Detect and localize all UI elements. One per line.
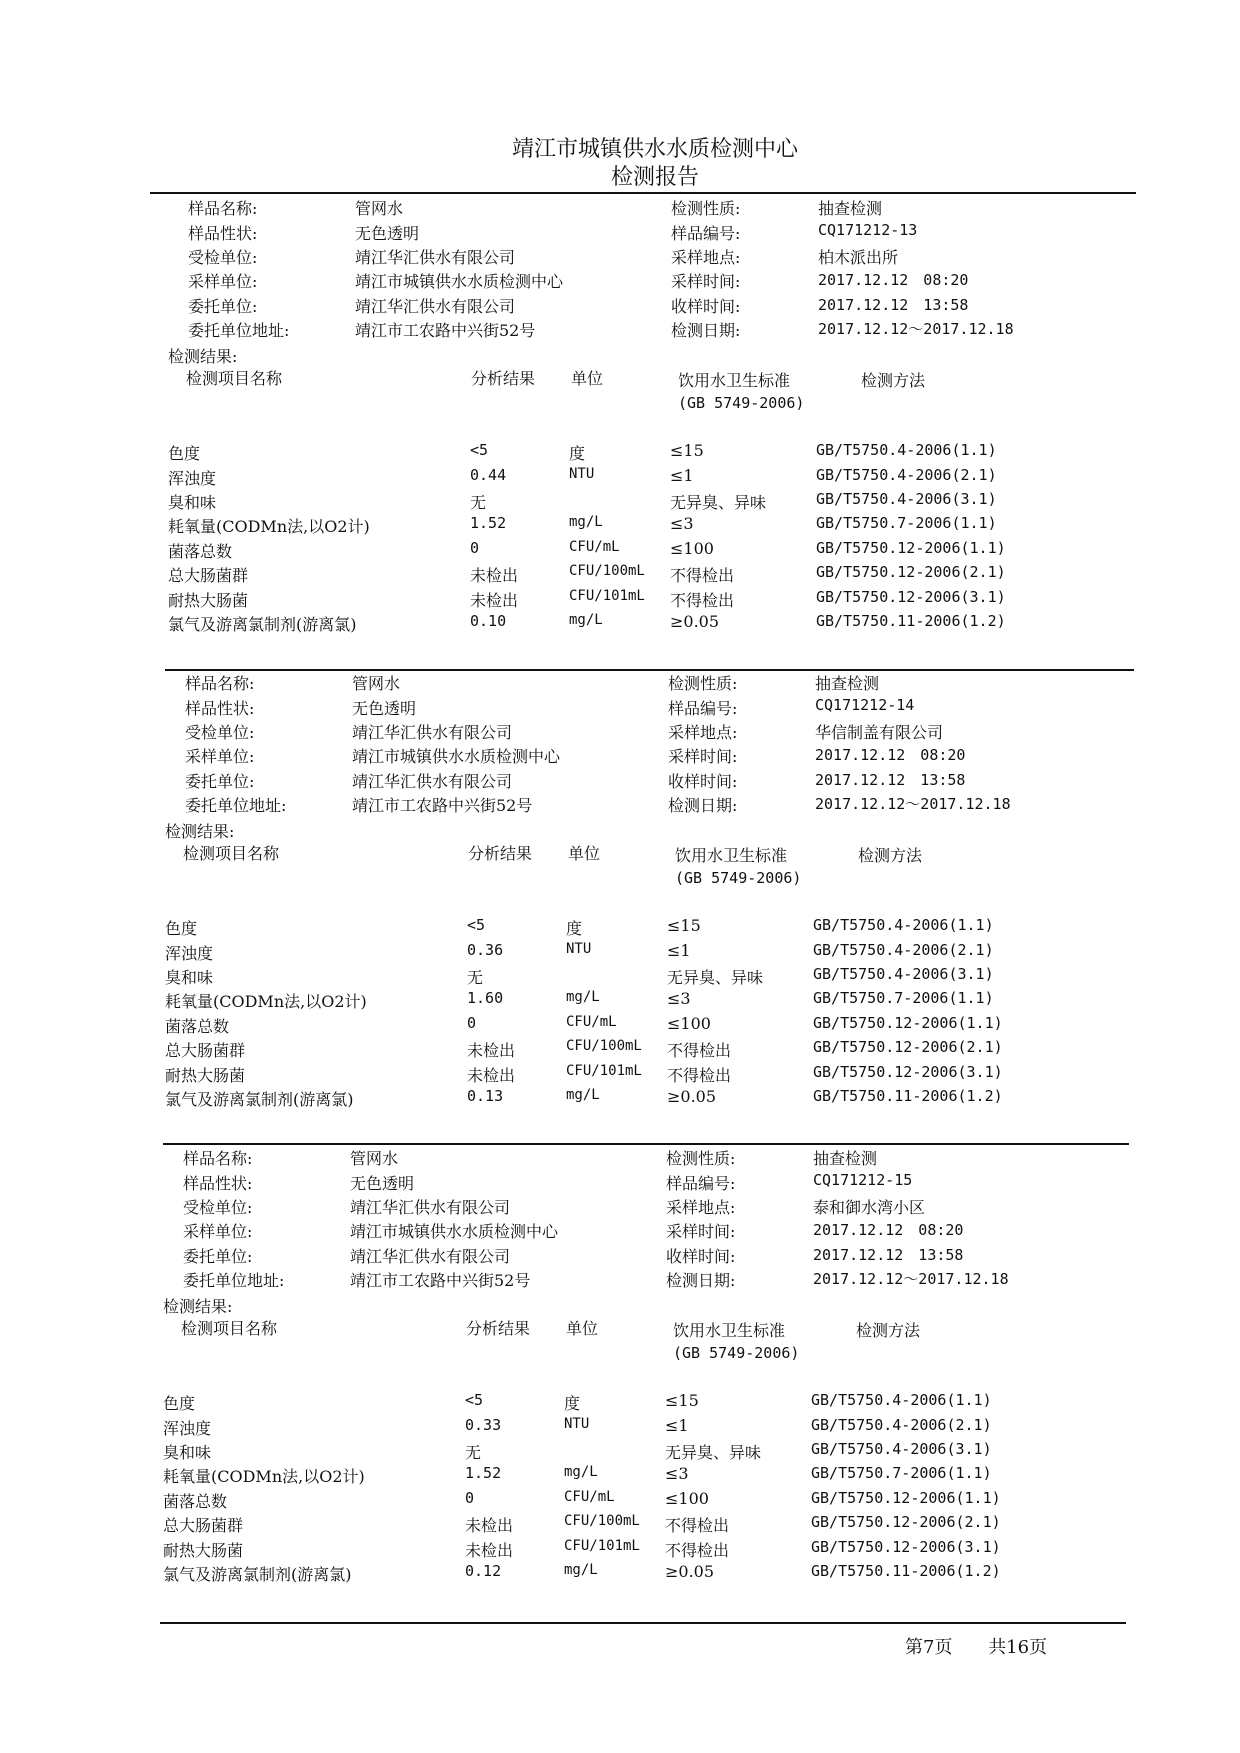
info-row [163,1146,1143,1170]
result-item: 菌落总数 [163,1492,228,1511]
sample-appearance-label: 样品性状: [183,1174,253,1193]
result-standard: ≥0.05 [667,1087,717,1106]
result-standard: ≤3 [665,1464,689,1483]
info-row [163,1219,1143,1243]
result-method: GB/T5750.12-2006(2.1) [816,563,1006,581]
table-row [165,1063,1145,1087]
result-value: <5 [470,441,489,459]
result-method: GB/T5750.4-2006(1.1) [816,441,997,459]
result-item: 总大肠菌群 [163,1516,244,1535]
result-standard: 不得检出 [667,1041,732,1060]
info-row [168,318,1148,342]
result-method: GB/T5750.4-2006(2.1) [811,1416,992,1434]
col-result-header: 分析结果 [471,369,536,388]
result-unit: mg/L [564,1464,598,1480]
table-row [165,965,1145,989]
result-value: 0 [467,1014,477,1032]
sample-appearance-value: 无色透明 [355,224,420,243]
inspected-unit-label: 受检单位: [188,248,258,267]
col-unit-header: 单位 [566,1319,599,1338]
col-method-header: 检测方法 [856,1321,921,1340]
results-label: 检测结果: [165,822,235,841]
test-nature-label: 检测性质: [666,1149,736,1168]
table-row [165,989,1145,1013]
test-date-label: 检测日期: [666,1271,736,1290]
table-row [163,1538,1143,1562]
result-unit: CFU/100mL [566,1038,642,1054]
result-item: 色度 [168,444,201,463]
result-item: 色度 [165,919,198,938]
result-standard: ≤1 [667,941,691,960]
sampling-unit-value: 靖江市城镇供水水质检测中心 [350,1222,559,1241]
test-date-value: 2017.12.12～2017.12.18 [815,795,1011,813]
results-header [165,841,1145,889]
info-row [165,793,1145,817]
result-method: GB/T5750.12-2006(2.1) [811,1513,1001,1531]
result-item: 臭和味 [168,493,217,512]
sample-appearance-label: 样品性状: [188,224,258,243]
result-value: 0.10 [470,612,507,630]
result-value: 未检出 [467,1066,516,1085]
col-method-header: 检测方法 [861,371,926,390]
sampling-time-label: 采样时间: [666,1222,736,1241]
sample-name-value: 管网水 [352,674,401,693]
sample-name-value: 管网水 [350,1149,399,1168]
table-row [163,1562,1143,1586]
col-standard-code: (GB 5749-2006) [675,869,802,887]
info-row [168,294,1148,318]
result-value: 无 [470,493,487,512]
receiving-time-value: 2017.12.12 13:58 [815,771,966,789]
table-row [165,941,1145,965]
table-row [163,1440,1143,1464]
result-standard: ≤15 [670,441,704,460]
col-standard-code: (GB 5749-2006) [673,1344,800,1362]
result-value: 0.12 [465,1562,502,1580]
receiving-time-value: 2017.12.12 13:58 [818,296,969,314]
sample-section [163,1146,1143,1584]
info-row [163,1195,1143,1219]
result-unit: NTU [569,466,595,482]
result-unit: mg/L [566,1087,600,1103]
result-item: 浑浊度 [168,469,217,488]
result-method: GB/T5750.4-2006(1.1) [811,1391,992,1409]
col-standard-header: 饮用水卫生标准 [673,1321,786,1340]
col-unit-header: 单位 [571,369,604,388]
result-unit: CFU/100mL [569,563,645,579]
receiving-time-label: 收样时间: [671,297,741,316]
result-standard: ≤3 [670,514,694,533]
results-label: 检测结果: [168,347,238,366]
sample-number-value: CQ171212-14 [815,696,915,714]
result-item: 氯气及游离氯制剂(游离氯) [165,1090,354,1109]
client-address-label: 委托单位地址: [185,796,287,815]
sampling-unit-value: 靖江市城镇供水水质检测中心 [355,272,564,291]
info-row [163,1244,1143,1268]
receiving-time-value: 2017.12.12 13:58 [813,1246,964,1264]
result-unit: mg/L [569,612,603,628]
result-unit: NTU [566,941,592,957]
result-item: 菌落总数 [165,1017,230,1036]
col-item-header: 检测项目名称 [186,369,283,388]
info-row [168,245,1148,269]
info-row [165,671,1145,695]
result-standard: 不得检出 [665,1516,730,1535]
client-address-value: 靖江市工农路中兴街52号 [350,1271,531,1290]
result-unit: 度 [566,919,583,938]
sample-name-value: 管网水 [355,199,404,218]
result-value: 未检出 [470,591,519,610]
result-item: 氯气及游离氯制剂(游离氯) [163,1565,352,1584]
result-method: GB/T5750.11-2006(1.2) [811,1562,1001,1580]
result-method: GB/T5750.12-2006(1.1) [811,1489,1001,1507]
receiving-time-label: 收样时间: [666,1247,736,1266]
info-row [163,1268,1143,1292]
receiving-time-label: 收样时间: [668,772,738,791]
col-item-header: 检测项目名称 [181,1319,278,1338]
result-standard: ≤15 [667,916,701,935]
result-value: 0.36 [467,941,504,959]
result-method: GB/T5750.4-2006(2.1) [816,466,997,484]
result-unit: mg/L [566,989,600,1005]
sample-number-label: 样品编号: [671,224,741,243]
col-unit-header: 单位 [568,844,601,863]
sampling-time-label: 采样时间: [668,747,738,766]
inspected-unit-value: 靖江华汇供水有限公司 [352,723,513,742]
sampling-unit-value: 靖江市城镇供水水质检测中心 [352,747,561,766]
result-standard: ≤1 [670,466,694,485]
page-number: 第7页 [905,1637,953,1658]
table-row [165,1014,1145,1038]
result-standard: 不得检出 [670,591,735,610]
result-standard: ≤100 [667,1014,711,1033]
sample-section [165,671,1145,1109]
sampling-time-label: 采样时间: [671,272,741,291]
sample-name-label: 样品名称: [183,1149,253,1168]
sampling-site-label: 采样地点: [666,1198,736,1217]
result-item: 耗氧量(CODMn法,以O2计) [168,517,370,536]
result-value: 未检出 [467,1041,516,1060]
result-standard: ≤100 [665,1489,709,1508]
info-row [165,744,1145,768]
client-unit-label: 委托单位: [183,1247,253,1266]
test-date-value: 2017.12.12～2017.12.18 [813,1270,1009,1288]
result-method: GB/T5750.12-2006(1.1) [816,539,1006,557]
table-row [165,916,1145,940]
result-item: 耐热大肠菌 [168,591,249,610]
info-row [168,269,1148,293]
result-value: 0 [465,1489,475,1507]
result-item: 氯气及游离氯制剂(游离氯) [168,615,357,634]
sample-number-label: 样品编号: [666,1174,736,1193]
result-standard: ≥0.05 [665,1562,715,1581]
info-row [165,720,1145,744]
test-nature-value: 抽查检测 [813,1149,878,1168]
table-row [168,441,1148,465]
result-value: 未检出 [465,1541,514,1560]
result-method: GB/T5750.4-2006(3.1) [811,1440,992,1458]
result-value: <5 [465,1391,484,1409]
sampling-site-value: 泰和御水湾小区 [813,1198,926,1217]
client-unit-value: 靖江华汇供水有限公司 [352,772,513,791]
section-divider [150,192,1136,194]
result-standard: 无异臭、异味 [670,493,767,512]
result-value: 0.33 [465,1416,502,1434]
sample-appearance-label: 样品性状: [185,699,255,718]
sample-appearance-value: 无色透明 [352,699,417,718]
result-method: GB/T5750.12-2006(3.1) [813,1063,1003,1081]
client-address-label: 委托单位地址: [183,1271,285,1290]
sampling-site-label: 采样地点: [668,723,738,742]
result-value: 1.52 [470,514,507,532]
table-row [165,1038,1145,1062]
result-value: 1.60 [467,989,504,1007]
result-value: 无 [465,1443,482,1462]
result-method: GB/T5750.4-2006(3.1) [813,965,994,983]
sampling-time-value: 2017.12.12 08:20 [813,1221,964,1239]
result-method: GB/T5750.11-2006(1.2) [813,1087,1003,1105]
result-item: 耐热大肠菌 [163,1541,244,1560]
result-value: <5 [467,916,486,934]
result-method: GB/T5750.4-2006(2.1) [813,941,994,959]
col-result-header: 分析结果 [466,1319,531,1338]
sampling-unit-label: 采样单位: [185,747,255,766]
sampling-unit-label: 采样单位: [183,1222,253,1241]
inspected-unit-label: 受检单位: [185,723,255,742]
sampling-site-value: 柏木派出所 [818,248,899,267]
sample-number-value: CQ171212-15 [813,1171,913,1189]
table-row [168,612,1148,636]
table-row [168,563,1148,587]
col-standard-header: 饮用水卫生标准 [678,371,791,390]
result-item: 总大肠菌群 [168,566,249,585]
test-nature-label: 检测性质: [668,674,738,693]
inspected-unit-value: 靖江华汇供水有限公司 [355,248,516,267]
sample-name-label: 样品名称: [188,199,258,218]
result-unit: CFU/101mL [566,1063,642,1079]
result-standard: 不得检出 [667,1066,732,1085]
result-method: GB/T5750.7-2006(1.1) [811,1464,992,1482]
col-standard-code: (GB 5749-2006) [678,394,805,412]
result-value: 1.52 [465,1464,502,1482]
result-item: 耗氧量(CODMn法,以O2计) [165,992,367,1011]
result-unit: 度 [569,444,586,463]
result-unit: NTU [564,1416,590,1432]
result-unit: CFU/mL [564,1489,615,1505]
result-value: 0.13 [467,1087,504,1105]
col-result-header: 分析结果 [468,844,533,863]
client-unit-value: 靖江华汇供水有限公司 [355,297,516,316]
result-unit: mg/L [569,514,603,530]
sampling-time-value: 2017.12.12 08:20 [815,746,966,764]
result-standard: 不得检出 [665,1541,730,1560]
result-standard: 不得检出 [670,566,735,585]
result-item: 臭和味 [163,1443,212,1462]
result-method: GB/T5750.7-2006(1.1) [813,989,994,1007]
table-row [168,490,1148,514]
result-unit: CFU/mL [566,1014,617,1030]
sample-number-label: 样品编号: [668,699,738,718]
sample-number-value: CQ171212-13 [818,221,918,239]
page-footer [905,1633,1077,1659]
sample-section [168,196,1148,634]
page-subtitle: 检测报告 [610,165,699,190]
page-title: 靖江市城镇供水水质检测中心 [511,137,798,162]
result-unit: CFU/101mL [564,1538,640,1554]
result-standard: ≤100 [670,539,714,558]
result-standard: 无异臭、异味 [667,968,764,987]
result-unit: CFU/mL [569,539,620,555]
result-value: 0 [470,539,480,557]
client-unit-label: 委托单位: [188,297,258,316]
result-method: GB/T5750.11-2006(1.2) [816,612,1006,630]
col-method-header: 检测方法 [858,846,923,865]
result-item: 浑浊度 [163,1419,212,1438]
result-item: 总大肠菌群 [165,1041,246,1060]
col-standard-header: 饮用水卫生标准 [675,846,788,865]
result-standard: ≥0.05 [670,612,720,631]
table-row [163,1416,1143,1440]
result-standard: ≤3 [667,989,691,1008]
result-unit: CFU/101mL [569,588,645,604]
inspected-unit-label: 受检单位: [183,1198,253,1217]
result-method: GB/T5750.12-2006(3.1) [811,1538,1001,1556]
sampling-unit-label: 采样单位: [188,272,258,291]
client-address-value: 靖江市工农路中兴街52号 [355,321,536,340]
table-row [168,539,1148,563]
section-divider [163,1143,1129,1145]
result-method: GB/T5750.4-2006(1.1) [813,916,994,934]
sampling-site-label: 采样地点: [671,248,741,267]
section-divider [160,1622,1126,1624]
inspected-unit-value: 靖江华汇供水有限公司 [350,1198,511,1217]
test-date-label: 检测日期: [671,321,741,340]
table-row [163,1513,1143,1537]
client-unit-value: 靖江华汇供水有限公司 [350,1247,511,1266]
info-row [168,221,1148,245]
result-item: 耗氧量(CODMn法,以O2计) [163,1467,365,1486]
result-method: GB/T5750.12-2006(3.1) [816,588,1006,606]
client-address-label: 委托单位地址: [188,321,290,340]
client-address-value: 靖江市工农路中兴街52号 [352,796,533,815]
result-unit: 度 [564,1394,581,1413]
table-row [168,514,1148,538]
result-item: 菌落总数 [168,542,233,561]
sampling-site-value: 华信制盖有限公司 [815,723,944,742]
col-item-header: 检测项目名称 [183,844,280,863]
page-total: 共16页 [988,1637,1048,1658]
result-unit: CFU/100mL [564,1513,640,1529]
results-header [168,366,1148,414]
result-item: 耐热大肠菌 [165,1066,246,1085]
sample-name-label: 样品名称: [185,674,255,693]
results-label: 检测结果: [163,1297,233,1316]
result-value: 未检出 [465,1516,514,1535]
result-standard: ≤1 [665,1416,689,1435]
result-method: GB/T5750.7-2006(1.1) [816,514,997,532]
client-unit-label: 委托单位: [185,772,255,791]
result-method: GB/T5750.12-2006(1.1) [813,1014,1003,1032]
result-item: 浑浊度 [165,944,214,963]
test-nature-label: 检测性质: [671,199,741,218]
table-row [168,588,1148,612]
result-item: 色度 [163,1394,196,1413]
test-nature-value: 抽查检测 [818,199,883,218]
result-unit: mg/L [564,1562,598,1578]
result-standard: ≤15 [665,1391,699,1410]
sample-appearance-value: 无色透明 [350,1174,415,1193]
test-date-label: 检测日期: [668,796,738,815]
table-row [163,1464,1143,1488]
result-value: 无 [467,968,484,987]
result-item: 臭和味 [165,968,214,987]
sampling-time-value: 2017.12.12 08:20 [818,271,969,289]
result-method: GB/T5750.4-2006(3.1) [816,490,997,508]
test-nature-value: 抽查检测 [815,674,880,693]
result-value: 0.44 [470,466,507,484]
table-row [163,1391,1143,1415]
table-row [165,1087,1145,1111]
result-method: GB/T5750.12-2006(2.1) [813,1038,1003,1056]
results-header [163,1316,1143,1364]
table-row [168,466,1148,490]
test-date-value: 2017.12.12～2017.12.18 [818,320,1014,338]
info-row [163,1171,1143,1195]
result-standard: 无异臭、异味 [665,1443,762,1462]
info-row [165,769,1145,793]
table-row [163,1489,1143,1513]
result-value: 未检出 [470,566,519,585]
info-row [168,196,1148,220]
info-row [165,696,1145,720]
